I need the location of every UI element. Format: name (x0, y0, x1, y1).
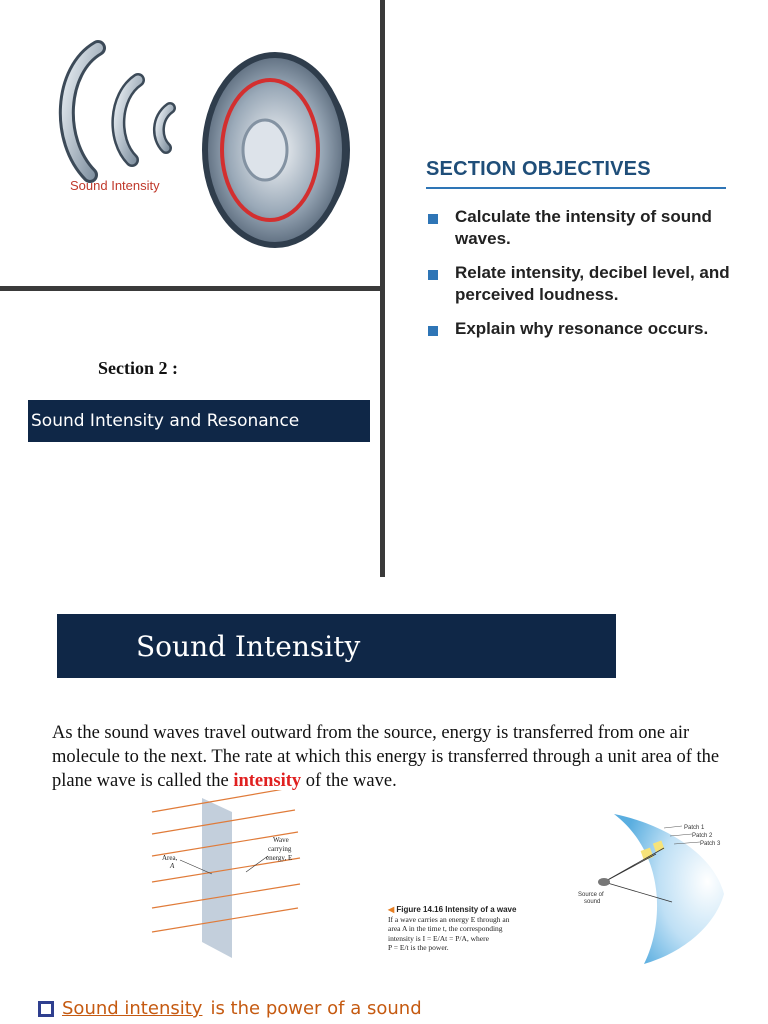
wave-label-3: energy, E (266, 854, 293, 862)
patch-3-label: Patch 3 (700, 841, 721, 847)
intensity-term: intensity (233, 770, 302, 791)
spherical-wave-diagram (574, 814, 734, 964)
area-label: Area, (162, 854, 178, 862)
objective-item: Relate intensity, decibel level, and perceived loudness. (426, 262, 736, 306)
caption-line: intensity is I = E/At = P/A, where (388, 933, 489, 943)
vertical-divider (380, 0, 385, 577)
square-bullet-icon (428, 270, 438, 280)
caption-title: Figure 14.16 Intensity of a wave (396, 905, 517, 914)
plane-wave-diagram (150, 790, 340, 960)
objectives-list (426, 206, 736, 352)
square-bullet-icon (428, 214, 438, 224)
caption-arrow-icon: ◀ (388, 905, 395, 914)
objective-item: Explain why resonance occurs. (426, 318, 736, 340)
caption-line: If a wave carries an energy E through an (388, 914, 510, 924)
page-title-banner (57, 614, 616, 678)
speaker-illustration (20, 0, 380, 270)
speaker-icon (20, 0, 380, 270)
source-label-2: sound (584, 899, 601, 905)
spherical-wave-figure (574, 814, 734, 964)
intro-paragraph: As the sound waves travel outward from the source, energy is transferred from one air molecule to the next. The rate at which this energy is transferred through a unit area of the plane wave is called the intensity of the wave. (52, 722, 720, 791)
definition-line (38, 998, 738, 1019)
section-title-banner (28, 400, 370, 442)
speaker-caption: Sound Intensity (70, 178, 160, 193)
objective-item: Calculate the intensity of sound waves. (426, 206, 736, 250)
square-bullet-icon (428, 326, 438, 336)
wave-label-2: carrying (268, 845, 292, 853)
horizontal-divider (0, 286, 380, 291)
definition-term: Sound intensity (62, 998, 203, 1019)
hollow-square-bullet-icon (38, 1001, 54, 1017)
source-label-1: Source of (578, 892, 604, 898)
definition-text: is the power of a sound (210, 998, 422, 1019)
section-number: Section 2 : (98, 358, 178, 378)
patch-1-label: Patch 1 (684, 825, 705, 831)
area-symbol: A (170, 862, 175, 870)
plane-wave-figure (150, 790, 340, 960)
caption-line: P = E/t is the power. (388, 943, 449, 952)
page-title: Sound Intensity (136, 629, 361, 663)
caption-line: area A in the time t, the corresponding (388, 924, 503, 933)
wave-label-1: Wave (273, 836, 289, 844)
section-title: Sound Intensity and Resonance (31, 411, 300, 431)
patch-2-label: Patch 2 (692, 833, 713, 839)
objectives-title: SECTION OBJECTIVES (426, 158, 726, 189)
figure-caption (388, 905, 528, 953)
